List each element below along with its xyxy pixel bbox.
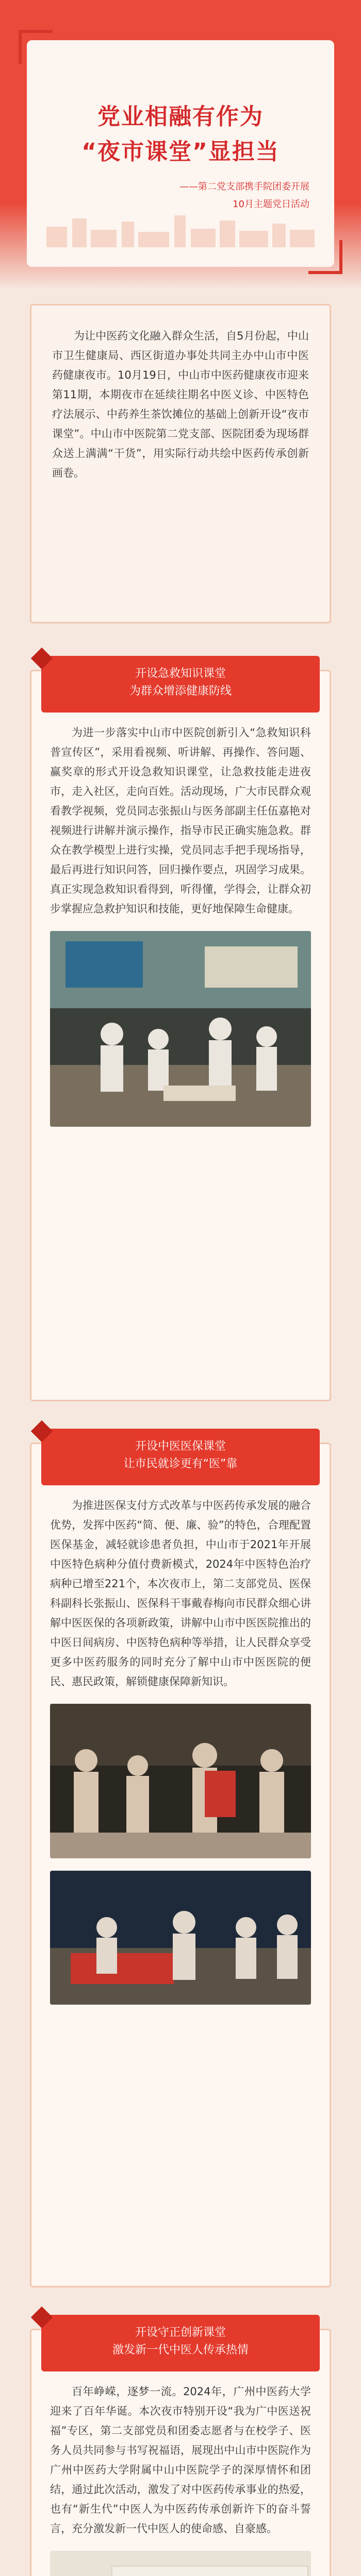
city-skyline-decoration xyxy=(41,211,320,247)
intro-paragraph: 为让中医药文化融入群众生活，自5月份起，中山市卫生健康局、西区街道办事处共同主办中山市中医药健康夜市。10月19日，中山市中医药健康夜市迎来第11期，本期夜市在延续往期名中医义诊、中医特色疗法展示、中药养生茶饮摊位的基础上创新开设“夜市课堂”。中山市中医院第二党支部、医院团委为现场群众送上满满“干货”，用实际行动共绘中医药传承创新画卷。 xyxy=(52,330,309,479)
event-photo xyxy=(50,2551,311,2576)
event-photo xyxy=(50,931,311,1127)
intro-card xyxy=(30,304,331,623)
section-heading xyxy=(41,2315,320,2371)
page-title-line2: “夜市课堂”显担当 xyxy=(81,139,280,165)
page-title-line1: 党业相融有作为 xyxy=(97,104,264,130)
subtitle-line1: ——第二党支部携手院团委开展 xyxy=(179,181,309,192)
photo-blessing-wall xyxy=(50,2551,311,2576)
section-heading xyxy=(41,656,320,713)
section-heading xyxy=(41,1429,320,1485)
corner-ornament xyxy=(19,30,53,64)
section-heading-line2: 激发新一代中医人传承热情 xyxy=(112,2344,249,2357)
section-heading-line1: 开设急救知识课堂 xyxy=(135,667,226,680)
section-paragraph: 为进一步落实中山市中医院创新引入“急救知识科普宣传区”，采用看视频、听讲解、再操作、答问题、赢奖章的形式开设急救知识课堂，让急救技能走进夜市，走入社区，走向百姓。活动现场，广大市民群众观看教学视频，党员同志张振山与医务部副主任伍嘉艳对视频进行讲解并演示操作，指导市民正确实施急救。群众在教学模型上进行实操，党员同志手把手现场指导，最后再进行知识问答，回归操作要点，巩固学习成果。真正实现急救知识看得到，听得懂，学得会，让群众初步掌握应急救护知识和技能，更好地保障生命健康。 xyxy=(50,726,311,915)
section-paragraph: 为推进医保支付方式改革与中医药传承发展的融合优势，发挥中医药“简、便、廉、验”的特色，合理配置医保基金，减轻就诊患者负担，中山市于2021年开展中医特色病种分值付费新模式，2024年中医特色治疗病种已增至221个，本次夜市上，第二支部党员、医保科副科长张振山、医保科干事戴春梅向市民群众细心讲解中医医保的各项新政策，讲解中山市中医医院推出的中医日间病房、中医特色病种等举措，让人民群众享受更多中医药服务的同时充分了解中山市中医医院的便民、惠民政策，解锁健康保障新知识。 xyxy=(50,1499,311,1688)
event-photo xyxy=(50,1871,311,2005)
section-heading-line1: 开设中医医保课堂 xyxy=(135,1440,226,1453)
photo-first-aid-training xyxy=(50,931,311,1127)
section-inheritance xyxy=(30,2326,331,2576)
section-heading-line2: 为群众增添健康防线 xyxy=(129,685,232,698)
photo-insurance-consultation xyxy=(50,1704,311,1858)
section-first-aid xyxy=(30,667,331,1401)
photo-insurance-booth xyxy=(50,1871,311,2005)
subtitle-line2: 10月主题党日活动 xyxy=(233,199,309,210)
header-banner xyxy=(0,0,361,290)
section-heading-line2: 让市民就诊更有“医”靠 xyxy=(123,1458,238,1470)
section-medical-insurance xyxy=(30,1440,331,2287)
section-paragraph: 百年峥嵘，逐梦一流。2024年，广州中医药大学迎来了百年华诞。本次夜市特别开设“我为广中医送祝福”专区，第二支部党员和团委志愿者与在校学子、医务人员共同参与书写祝福语，展现出中山市中医院作为广州中医药大学附属中山中医院学子的深厚情怀和团结，通过此次活动，激发了对中医药传承事业的热爱，也有“新生代”中医人为中医药传承创新许下的奋斗誓言，充分激发新一代中医人的使命感、自豪感。 xyxy=(50,2385,311,2535)
event-photo xyxy=(50,1704,311,1858)
section-heading-line1: 开设守正创新课堂 xyxy=(135,2326,226,2339)
